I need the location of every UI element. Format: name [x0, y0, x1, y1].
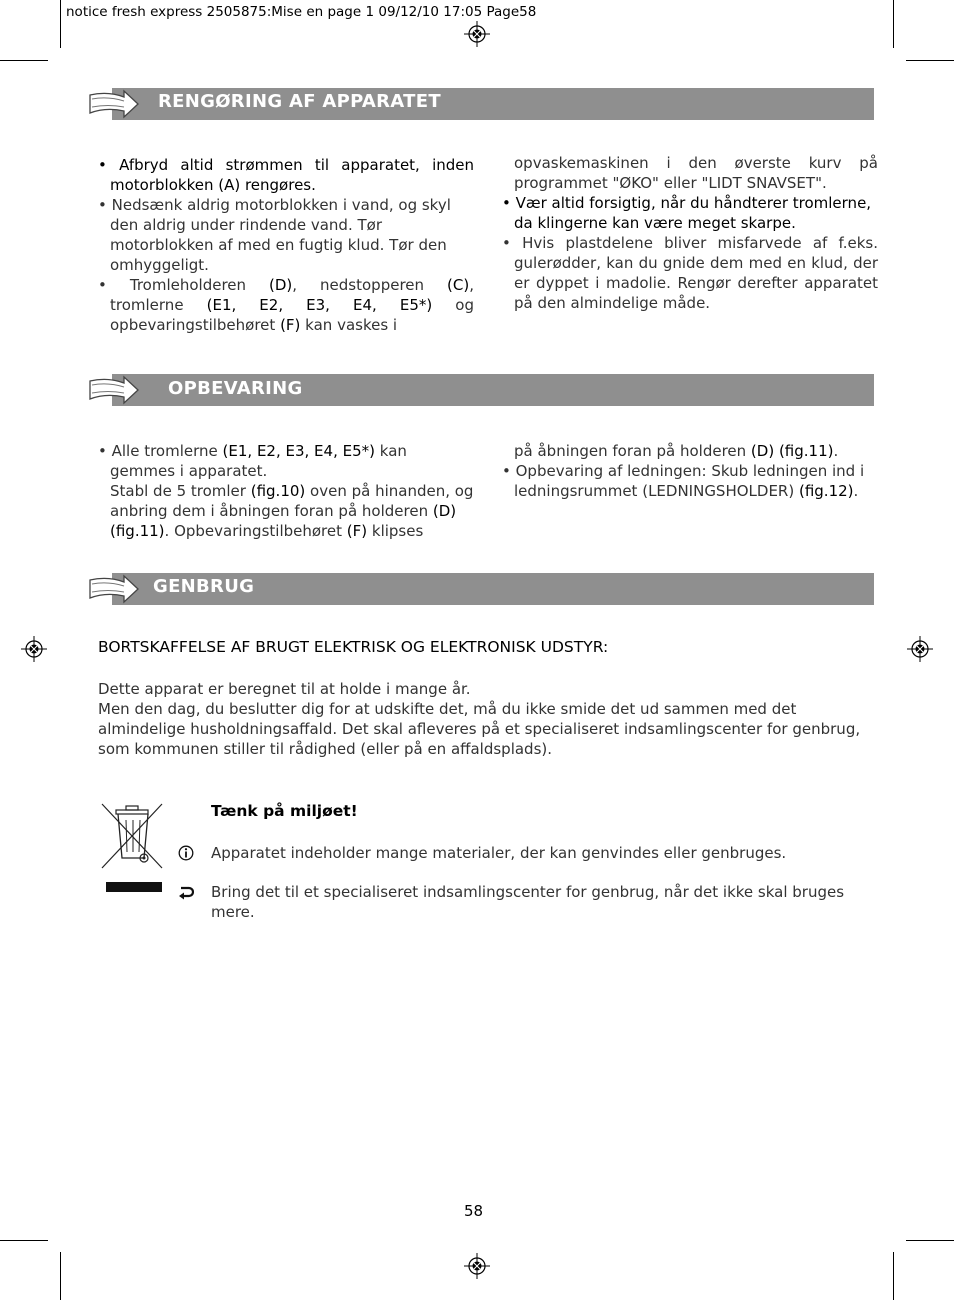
arrow-icon [88, 572, 140, 606]
storage-bullet-1: • Alle tromlerne (E1, E2, E3, E4, E5*) kan gemmes i apparatet. Stabl de 5 tromler (fig.10) oven på hinanden, og anbring dem i åbningen foran på holderen (D) (fig.11). Opbevaringstilbehøret (F) klipses [98, 442, 474, 540]
arrow-icon [88, 373, 140, 407]
environment-title: Tænk på miljøet! [211, 802, 358, 820]
registration-mark-top [464, 21, 490, 47]
cleaning-right-column [502, 153, 878, 313]
section-title-cleaning: RENGØRING AF APPARATET [158, 91, 441, 112]
cleaning-bullet-2-text: Nedsænk aldrig motorblokken i vand, og skyl den aldrig under rindende vand. Tør motorblokken af med en fugtig klud. Tør den omhyggeligt. [110, 196, 451, 274]
text-segment: Alle tromlerne [111, 442, 223, 460]
text-segment: , tromlerne [110, 276, 474, 314]
section-title-recycling: GENBRUG [153, 576, 255, 597]
text-segment: Tromleholderen [129, 276, 270, 294]
arrow-icon [88, 87, 140, 121]
registration-mark-bottom [464, 1253, 490, 1279]
ref-c: (C) [447, 276, 470, 294]
page-number: 58 [464, 1202, 484, 1220]
ref-d-fig11: (D) (fig.11) [750, 442, 834, 460]
crop-mark-tl-h [0, 60, 48, 61]
crop-mark-br-h [906, 1240, 954, 1241]
info-icon [178, 845, 194, 861]
cleaning-bullet-2: • Nedsænk aldrig motorblokken i vand, og skyl den aldrig under rindende vand. Tør motorblokken af med en fugtig klud. Tør den omhyggeligt. [98, 196, 451, 274]
ref-fig10: (fig.10) [250, 482, 306, 500]
ref-fig12: (fig.12) [798, 482, 854, 500]
text-segment: Stabl de 5 tromler [110, 482, 251, 500]
text-segment: kan vaskes i [300, 316, 398, 334]
text-segment: oven på hinanden, og anbring dem i åbningen foran på holderen [110, 482, 474, 520]
text-segment: . [833, 442, 839, 460]
text-segment: kan gemmes i apparatet. [110, 442, 407, 480]
storage-right-column [502, 441, 882, 501]
cleaning-bullet-4-text: Vær altid forsigtig, når du håndterer tromlerne, da klingerne kan være meget skarpe. [514, 194, 872, 232]
cleaning-continuation: opvaskemaskinen i den øverste kurv på programmet "ØKO" eller "LIDT SNAVSET". [514, 154, 878, 192]
cleaning-bullet-1-text: Afbryd altid strømmen til apparatet, inden motorblokken (A) rengøres. [110, 156, 474, 194]
storage-left-column [98, 441, 474, 541]
ref-f: (F) [280, 316, 301, 334]
text-segment: , nedstopperen [292, 276, 448, 294]
cleaning-bullet-1: • Afbryd altid strømmen til apparatet, inden motorblokken (A) rengøres. [98, 156, 474, 194]
ref-e: (E1, E2, E3, E4, E5*) [206, 296, 433, 314]
ref-d-fig11: (D) (fig.11) [110, 502, 457, 540]
text-segment: klipses [367, 522, 424, 540]
cleaning-bullet-5: • Hvis plastdelene bliver misfarvede af f.eks. gulerødder, kan du gnide dem med en klud, der er dyppet i madolie. Rengør derefter apparatet på den almindelige måde. [502, 234, 878, 312]
crop-mark-tl-v [60, 0, 61, 48]
environment-bring-text: Bring det til et specialiseret indsamlingscenter for genbrug, når det ikke skal bruges mere. [211, 883, 845, 921]
ref-e: (E1, E2, E3, E4, E5*) [222, 442, 375, 460]
text-segment: og opbevaringstilbehøret [110, 296, 474, 334]
storage-bullet-2: • Opbevaring af ledningen: Skub ledningen ind i ledningsrummet (LEDNINGSHOLDER) (fig.12). [502, 462, 865, 500]
crop-mark-tr-v [893, 0, 894, 48]
cleaning-bullet-3: • Tromleholderen (D), nedstopperen (C), tromlerne (E1, E2, E3, E4, E5*) og opbevaringstilbehøret (F) kan vaskes i [98, 276, 474, 334]
crop-mark-br-v [893, 1252, 894, 1300]
print-header: notice fresh express 2505875:Mise en page 1 09/12/10 17:05 Page58 [66, 4, 537, 20]
ref-f: (F) [346, 522, 368, 540]
crop-mark-bl-h [0, 1240, 48, 1241]
ref-d: (D) [269, 276, 293, 294]
text-segment: . [853, 482, 859, 500]
storage-continuation [502, 441, 882, 461]
cleaning-bullet-4: • Vær altid forsigtig, når du håndterer tromlerne, da klingerne kan være meget skarpe. [502, 194, 872, 232]
crop-mark-bl-v [60, 1252, 61, 1300]
crop-mark-tr-h [906, 60, 954, 61]
text-segment: . Opbevaringstilbehøret [164, 522, 347, 540]
cleaning-bullet-5-text: Hvis plastdelene bliver misfarvede af f.eks. gulerødder, kan du gnide dem med en klud, der er dyppet i madolie. Rengør derefter apparatet på den almindelige måde. [514, 234, 878, 312]
text-segment: på åbningen foran på holderen [514, 442, 751, 460]
recycling-paragraph [98, 679, 878, 759]
crossed-out-bin-icon [100, 802, 164, 894]
recycling-p2: Men den dag, du beslutter dig for at udskifte det, må du ikke smide det ud sammen med det almindelige husholdningsaffald. Det skal afleveres på et specialiseret indsamlingscenter for genbrug, som kommunen stiller til rådighed (eller på en affaldsplads). [98, 700, 861, 758]
registration-mark-right [907, 636, 933, 662]
recycle-arrow-icon [178, 885, 194, 901]
registration-mark-left [21, 636, 47, 662]
cleaning-left-column [98, 155, 474, 335]
recycling-heading: BORTSKAFFELSE AF BRUGT ELEKTRISK OG ELEKTRONISK UDSTYR: [98, 638, 609, 656]
text-segment: Opbevaring af ledningen: Skub ledningen ind i ledningsrummet (LEDNINGSHOLDER) [514, 462, 865, 500]
section-title-storage: OPBEVARING [168, 378, 303, 399]
recycling-p1: Dette apparat er beregnet til at holde i mange år. [98, 680, 471, 698]
environment-info-text: Apparatet indeholder mange materialer, der kan genvindes eller genbruges. [211, 844, 787, 862]
